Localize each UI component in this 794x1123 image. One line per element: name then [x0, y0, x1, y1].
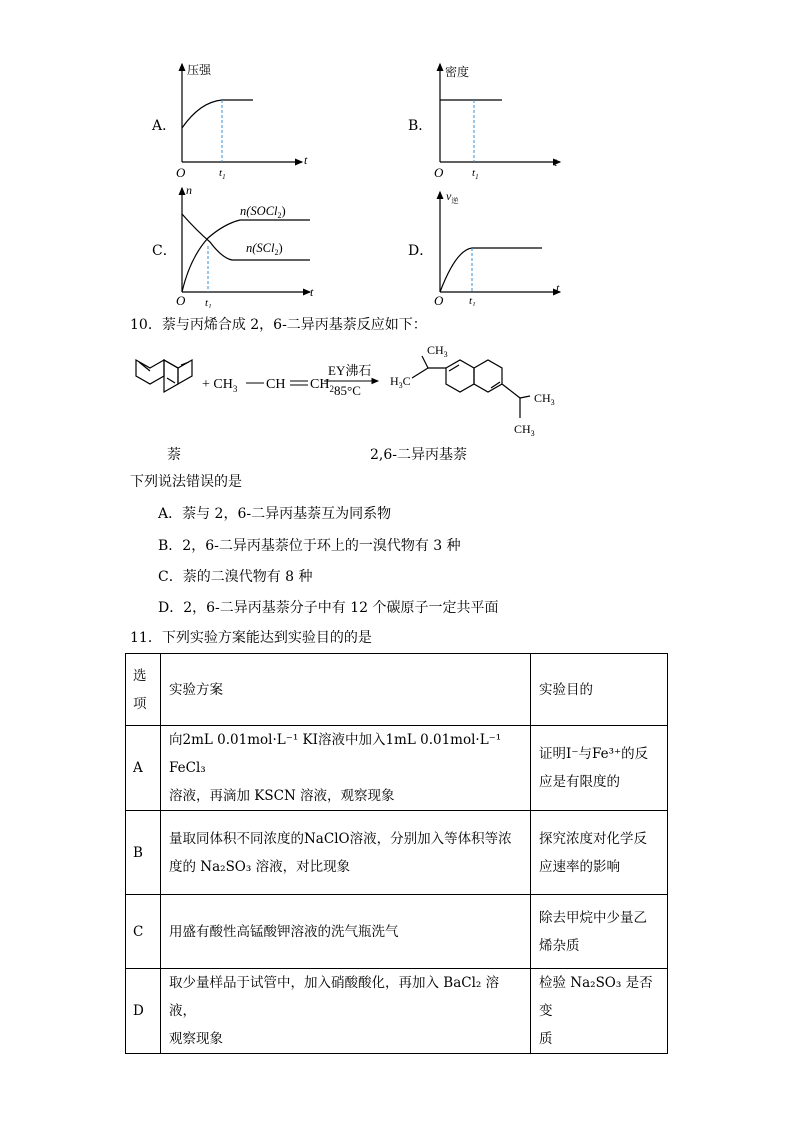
y-axis-label: n: [186, 183, 192, 197]
row-plan: 取少量样品于试管中，加入硝酸酸化，再加入 BaCl₂ 溶液， 观察现象: [161, 969, 531, 1054]
row-key: B: [126, 811, 161, 895]
graph-a: [170, 58, 320, 183]
origin-label: O: [434, 165, 444, 180]
temperature-label: 85°C: [334, 383, 361, 398]
socl2-label: n(SOCl$_2$): [240, 204, 286, 220]
origin-label: O: [176, 165, 186, 180]
x-axis-label: t: [554, 155, 558, 169]
propene-ch2: $CH_2$: [310, 377, 334, 394]
q10-option-d[interactable]: D．2，6-二异丙基萘分子中有 12 个碳原子一定共平面: [158, 600, 499, 616]
propene-ch: CH: [266, 377, 286, 392]
header-goal: 实验目的: [531, 654, 668, 726]
row-goal: 除去甲烷中少量乙 烯杂质: [531, 895, 668, 969]
q11-stem: 11．下列实验方案能达到实验目的的是: [130, 630, 372, 646]
t1-label: $t_1$: [469, 295, 476, 306]
product-name: 2,6-二异丙基萘: [370, 447, 467, 463]
t1-label: $t_1$: [205, 297, 212, 308]
row-plan: 用盛有酸性高锰酸钾溶液的洗气瓶洗气: [161, 895, 531, 969]
t1-label: $t_1$: [219, 167, 226, 181]
y-axis-label: 密度: [445, 65, 470, 79]
reaction-scheme: [128, 338, 588, 448]
option-a-label: A．: [152, 118, 177, 134]
table-row[interactable]: [126, 811, 668, 895]
graph-c: [170, 180, 330, 308]
experiment-table: [125, 653, 668, 1054]
x-axis-label: t: [556, 281, 560, 295]
option-c-label: C．: [152, 243, 177, 259]
ch3-bottom: $CH_3$: [514, 422, 535, 438]
reverse-rate-curve: [440, 248, 542, 292]
catalyst-label: EY沸石: [328, 363, 372, 378]
q10-prompt: 下列说法错误的是: [130, 474, 242, 490]
ch3-right: $CH_3$: [534, 391, 555, 407]
q10-option-c[interactable]: C．萘的二溴代物有 8 种: [158, 569, 313, 585]
naphthalene-structure: [136, 360, 192, 392]
graph-d: [428, 186, 578, 306]
header-plan: 实验方案: [161, 654, 531, 726]
table-row[interactable]: [126, 895, 668, 969]
x-axis-label: t: [304, 153, 308, 167]
row-key: A: [126, 726, 161, 811]
row-key: C: [126, 895, 161, 969]
row-goal: 检验 Na₂SO₃ 是否变 质: [531, 969, 668, 1054]
socl2-curve: [182, 220, 310, 292]
pressure-curve: [182, 100, 253, 128]
product-structure: [412, 356, 530, 418]
propene-formula: + $CH_3$: [202, 377, 238, 394]
h3c-left: $H_3C$: [390, 374, 411, 390]
y-axis-label: $v_逆$: [446, 189, 459, 205]
row-goal: 探究浓度对化学反 应速率的影响: [531, 811, 668, 895]
table-header-row: [126, 654, 668, 726]
scl2-label: n(SCl$_2$): [246, 241, 283, 257]
row-plan: 量取同体积不同浓度的NaClO溶液，分别加入等体积等浓 度的 Na₂SO₃ 溶液，对比现象: [161, 811, 531, 895]
table-row[interactable]: [126, 726, 668, 811]
q10-stem: 10．萘与丙烯合成 2，6-二异丙基萘反应如下：: [130, 317, 427, 333]
table-row[interactable]: [126, 969, 668, 1054]
row-goal: 证明I⁻与Fe³⁺的反 应是有限度的: [531, 726, 668, 811]
origin-label: O: [176, 293, 186, 308]
row-key: D: [126, 969, 161, 1054]
row-plan: 向2mL 0.01mol·L⁻¹ KI溶液中加入1mL 0.01mol·L⁻¹ FeCl₃ 溶液，再滴加 KSCN 溶液，观察现象: [161, 726, 531, 811]
option-b-label: B．: [408, 118, 433, 134]
q10-option-a[interactable]: A．萘与 2，6-二异丙基萘互为同系物: [158, 506, 392, 522]
ch3-top: $CH_3$: [427, 343, 448, 359]
y-axis-label: 压强: [187, 63, 212, 77]
origin-label: O: [434, 293, 444, 306]
header-option: 选项: [126, 654, 161, 726]
q10-option-b[interactable]: B．2，6-二异丙基萘位于环上的一溴代物有 3 种: [158, 538, 461, 554]
x-axis-label: t: [310, 285, 314, 299]
option-d-label: D．: [408, 243, 434, 259]
graph-b: [428, 58, 578, 183]
t1-label: $t_1$: [472, 167, 479, 181]
naphthalene-name: 萘: [167, 447, 181, 463]
